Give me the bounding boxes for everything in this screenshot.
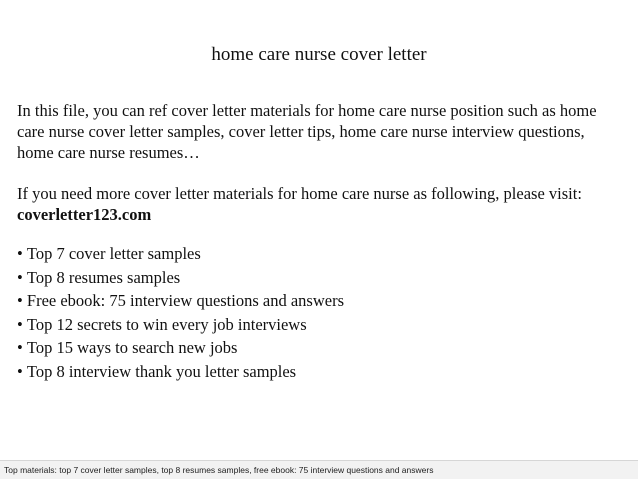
materials-list xyxy=(17,242,622,383)
website-link[interactable]: coverletter123.com xyxy=(17,205,152,224)
list-item: • Top 8 interview thank you letter samples xyxy=(17,360,622,384)
list-item: • Free ebook: 75 interview questions and answers xyxy=(17,289,622,313)
visit-paragraph xyxy=(17,183,622,225)
list-item: • Top 12 secrets to win every job interviews xyxy=(17,313,622,337)
intro-paragraph: In this file, you can ref cover letter materials for home care nurse position such as home care nurse cover letter samples, cover letter tips, home care nurse interview questions, home care nurse resumes… xyxy=(17,101,597,162)
list-item: • Top 15 ways to search new jobs xyxy=(17,336,622,360)
footer-bar: Top materials: top 7 cover letter samples, top 8 resumes samples, free ebook: 75 interview questions and answers xyxy=(0,460,638,479)
list-item: • Top 7 cover letter samples xyxy=(17,242,622,266)
list-item: • Top 8 resumes samples xyxy=(17,266,622,290)
page-title: home care nurse cover letter xyxy=(211,44,427,65)
visit-text: If you need more cover letter materials for home care nurse as following, please visit: xyxy=(17,184,582,203)
